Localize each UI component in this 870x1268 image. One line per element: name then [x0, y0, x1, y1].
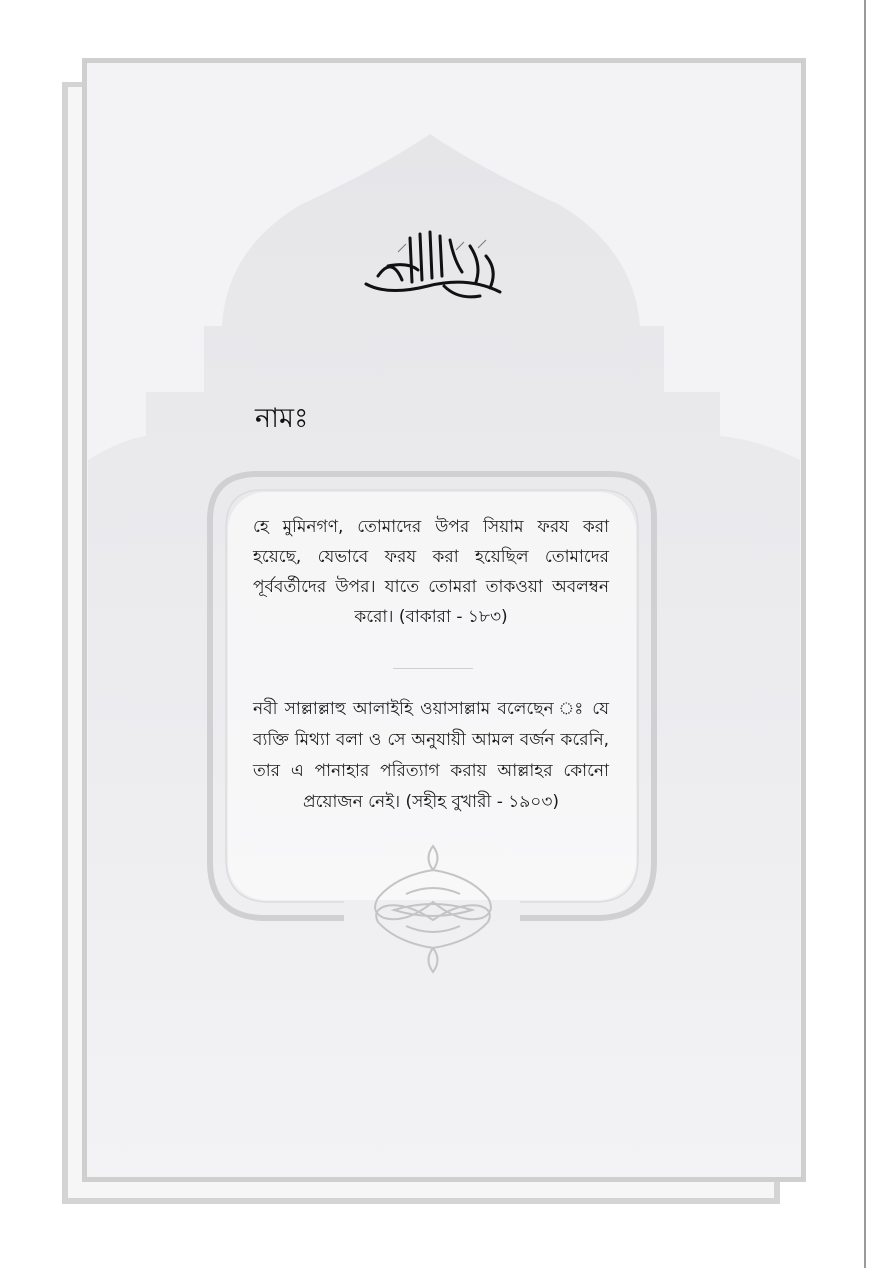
name-label: নামঃ [255, 403, 309, 434]
section-divider [393, 668, 473, 669]
flourish-ornament-icon [366, 842, 500, 976]
quran-verse: হে মুমিনগণ, তোমাদের উপর সিয়াম ফরয করা হয়েছে, যেভাবে ফরয করা হয়েছিল তোমাদের পূর্ববর্তীদের উপর। যাতে তোমরা তাকওয়া অবলম্বন করো। (বাকারা - ১৮৩) [253, 517, 609, 627]
hadith-text: নবী সাল্লাল্লাহু আলাইহি ওয়াসাল্লাম বলেছেন ঃ যে ব্যক্তি মিথ্যা বলা ও সে অনুযায়ী আমল বর্জন করেনি, তার এ পানাহার পরিত্যাগ করায় আল্লাহর কোনো প্রয়োজন নেই। (সহীহ বুখারী - ১৯০৩) [253, 699, 609, 812]
svg-text:بسم الله الرحمن الرحيم: بسم الله الرحمن الرحيم [433, 304, 444, 305]
